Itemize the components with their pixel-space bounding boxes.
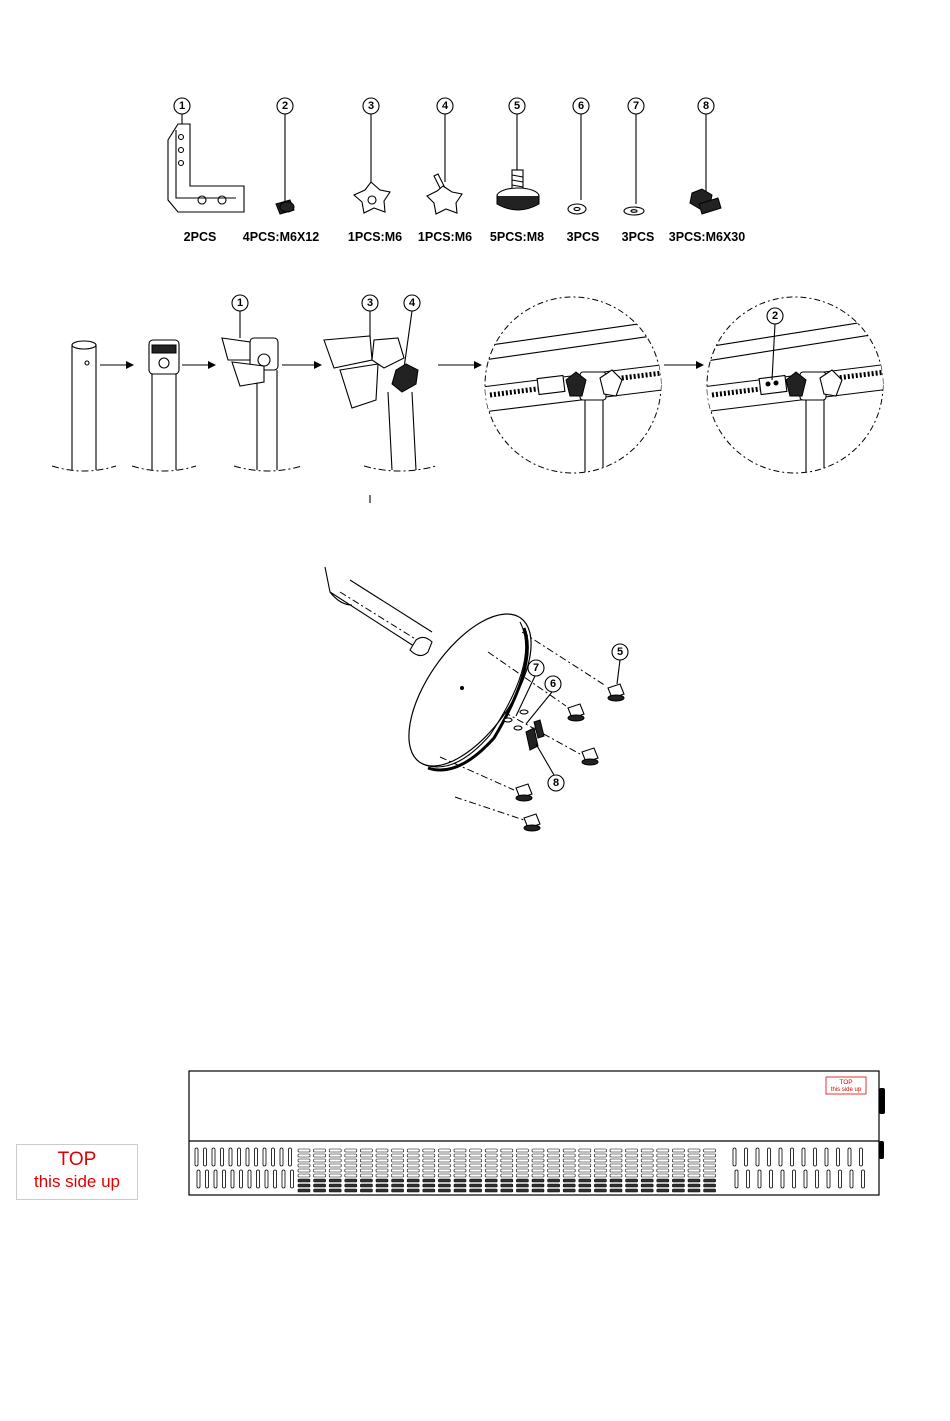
foot-4 [516, 784, 532, 801]
part-3 [348, 98, 402, 244]
step-callout-4: 4 [408, 297, 416, 309]
part-number-2: 2 [281, 100, 289, 112]
part-number-6: 6 [577, 100, 585, 112]
part-5 [490, 98, 544, 244]
step-4-brackets-knobs [324, 295, 436, 471]
part-qty-6: 3PCS [566, 230, 600, 244]
base-callout-7: 7 [532, 662, 540, 674]
part-2 [243, 98, 319, 244]
star-knob-icon [354, 182, 390, 213]
base-callout-6: 6 [549, 678, 557, 690]
part-qty-7: 3PCS [621, 230, 655, 244]
label-this-side-up: this side up [34, 1172, 120, 1191]
step-3-pole-brackets [222, 295, 302, 471]
screw-icon [276, 200, 294, 214]
part-qty-2: 4PCS:M6X12 [242, 230, 320, 244]
part-number-5: 5 [513, 100, 521, 112]
step-6-detail [700, 297, 891, 475]
part-qty-3: 1PCS:M6 [347, 230, 403, 244]
part-qty-8: 3PCS:M6X30 [668, 230, 746, 244]
part-number-4: 4 [441, 100, 449, 112]
hex-bolt-icon [690, 189, 721, 214]
step-1-pole [52, 341, 116, 471]
part-8 [669, 98, 745, 244]
label-top: TOP [57, 1149, 97, 1170]
part-qty-1: 2PCS [183, 230, 217, 244]
foot-2 [568, 704, 584, 721]
foot-5 [524, 814, 540, 831]
parts-list [168, 98, 745, 244]
foot-1 [608, 684, 624, 701]
device-label-top: TOP [839, 1079, 853, 1086]
part-qty-4: 1PCS:M6 [417, 230, 473, 244]
part-qty-5: 5PCS:M8 [489, 230, 545, 244]
step-callout-3: 3 [366, 297, 374, 309]
base-assembly [325, 567, 628, 831]
round-base [385, 594, 555, 786]
part-number-1: 1 [178, 100, 186, 112]
device-top-label [826, 1077, 866, 1094]
step-callout-2: 2 [771, 310, 779, 322]
foot-3 [582, 748, 598, 765]
top-this-side-up-label [16, 1144, 138, 1200]
part-number-7: 7 [632, 100, 640, 112]
device-label-side: this side up [830, 1087, 862, 1093]
base-callout-5: 5 [616, 646, 624, 658]
part-number-8: 8 [702, 100, 710, 112]
part-number-3: 3 [367, 100, 375, 112]
base-callout-8: 8 [552, 777, 560, 789]
part-7 [622, 98, 655, 244]
bracket-icon [168, 124, 244, 212]
part-1 [168, 98, 244, 244]
part-6 [567, 98, 600, 244]
foot-icon [497, 170, 539, 210]
flat-washer-icon [624, 207, 644, 215]
step-2-pole-cap [132, 340, 196, 471]
device-top-view [189, 1071, 885, 1195]
step-5-detail [470, 297, 681, 475]
step-callout-1: 1 [236, 297, 244, 309]
part-4 [418, 98, 472, 244]
spring-washer-icon [568, 204, 586, 214]
assembly-steps [52, 295, 891, 503]
